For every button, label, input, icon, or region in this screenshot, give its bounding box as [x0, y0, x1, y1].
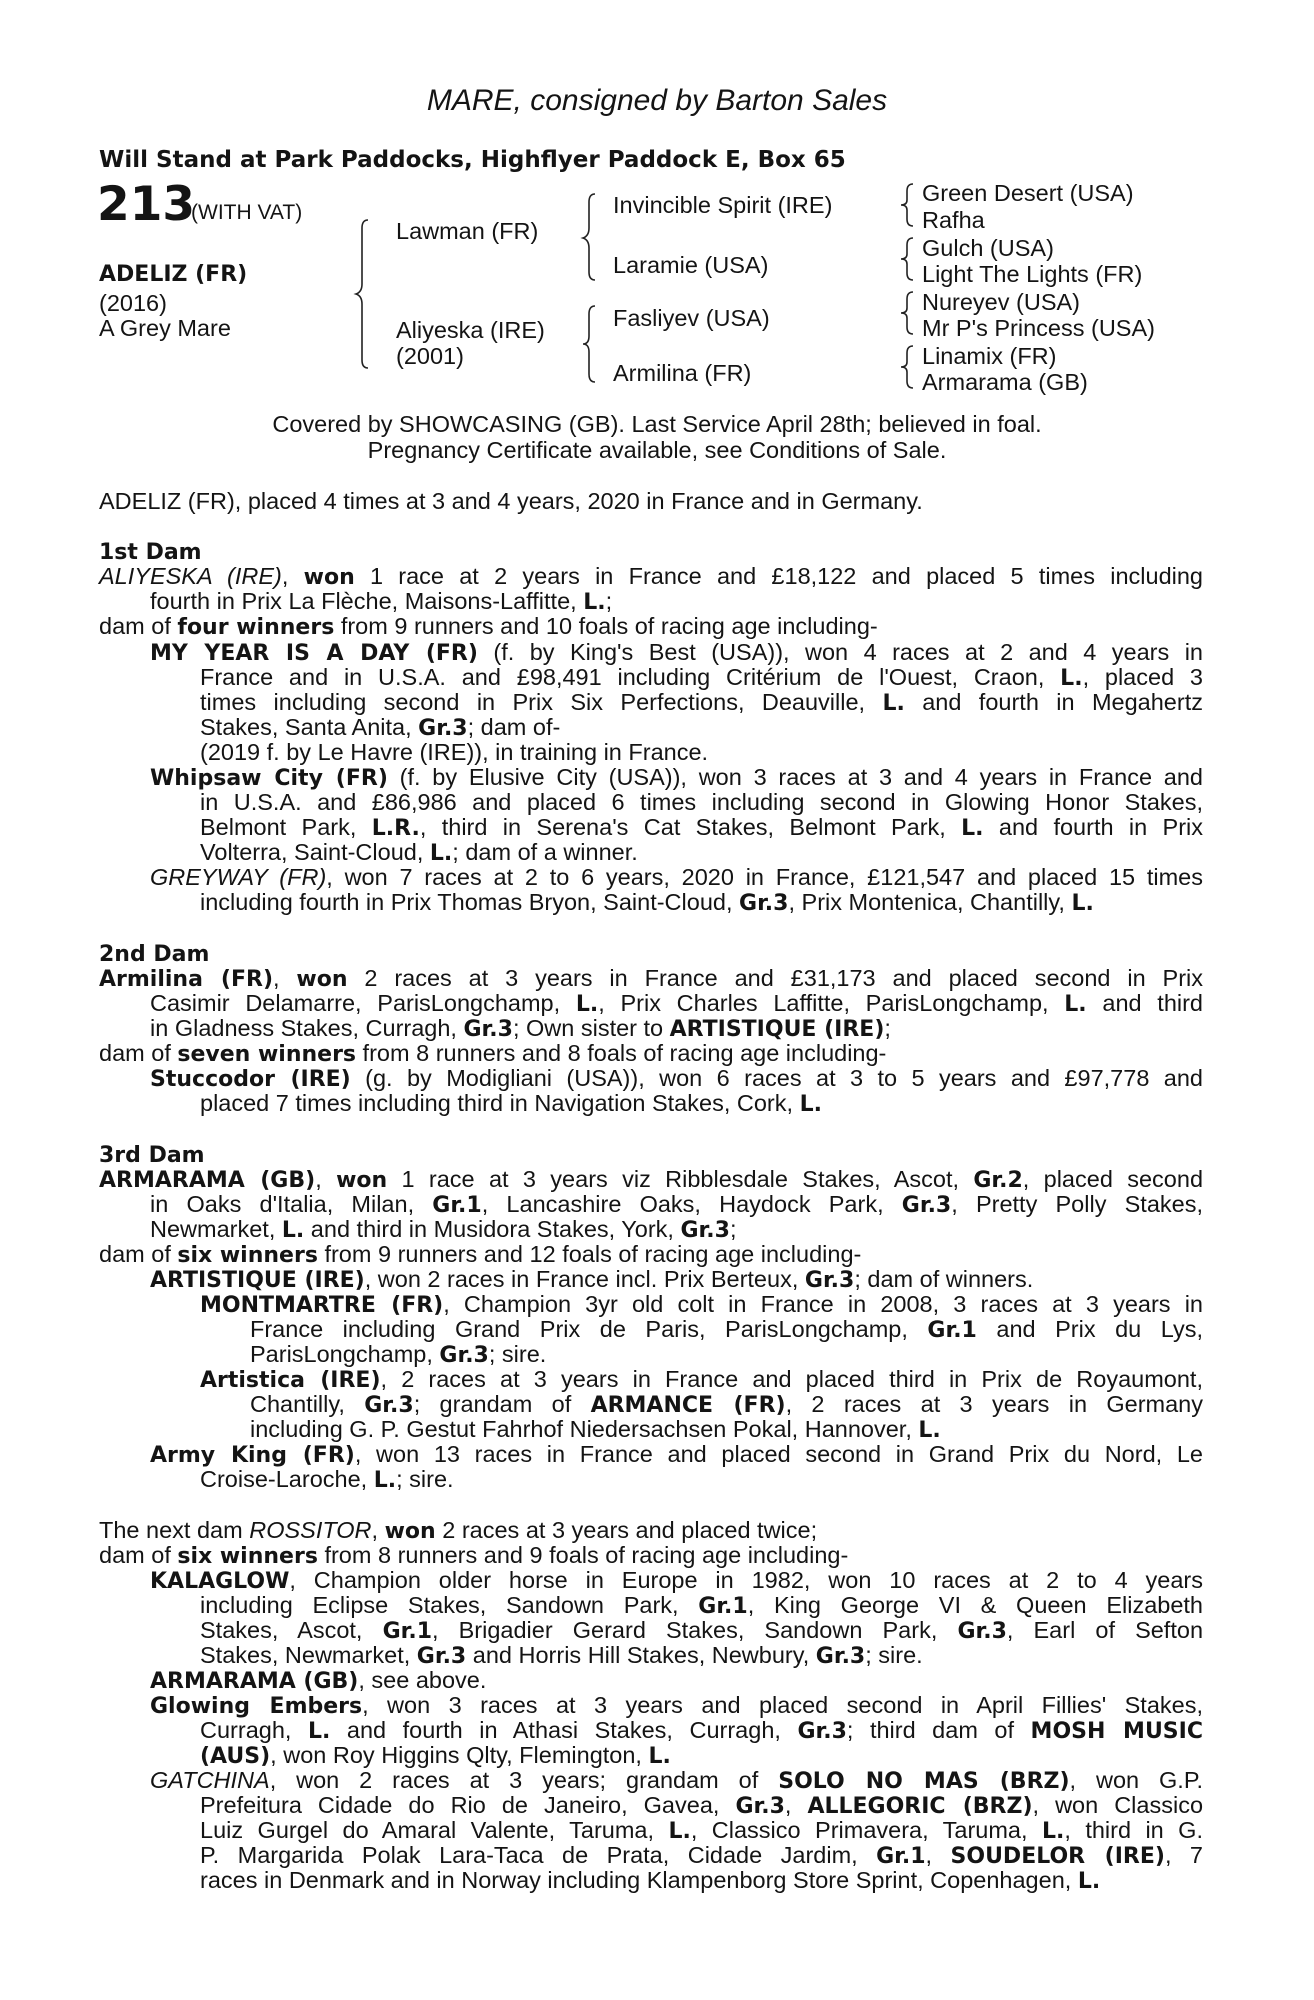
pedigree-dam: Aliyeska (IRE) — [396, 317, 545, 343]
third-dam-line: Newmarket, L. and third in Musidora Stakes, York, Gr.3; — [150, 1216, 737, 1243]
next-dam-produce-line: dam of six winners from 8 runners and 9 foals of racing age including- — [99, 1542, 849, 1569]
produce-entry: Stakes, Ascot, Gr.1, Brigadier Gerard Stakes, Sandown Park, Gr.3, Earl of Sefton — [200, 1617, 1204, 1644]
next-dam-line: The next dam ROSSITOR, won 2 races at 3 years and placed twice; — [99, 1517, 818, 1544]
produce-entry: Belmont Park, L.R., third in Serena's Cat Stakes, Belmont Park, L. and fourth in Prix — [200, 814, 1203, 841]
produce-entry: placed 7 times including third in Navigation Stakes, Cork, L. — [200, 1090, 822, 1117]
produce-entry: Artistica (IRE), 2 races at 3 years in France and placed third in Prix de Royaumont, — [200, 1366, 1203, 1393]
produce-entry: GREYWAY (FR), won 7 races at 2 to 6 years, 2020 in France, £121,547 and placed 15 times — [150, 864, 1203, 890]
first-dam-line: fourth in Prix La Flèche, Maisons-Laffitte, L.; — [150, 588, 613, 615]
second-dam-line: Casimir Delamarre, ParisLongchamp, L., Prix Charles Laffitte, ParisLongchamp, L. and third — [150, 990, 1204, 1017]
pedigree-dam-dam: Armilina (FR) — [613, 360, 752, 386]
pedigree-ddd: Armarama (GB) — [922, 369, 1088, 395]
pedigree-sire: Lawman (FR) — [396, 218, 539, 244]
pedigree-sss: Green Desert (USA) — [922, 180, 1134, 206]
pedigree-sds: Gulch (USA) — [922, 235, 1054, 261]
pedigree-bracket-sire — [585, 192, 605, 282]
produce-entry: GATCHINA, won 2 races at 3 years; grandam of SOLO NO MAS (BRZ), won G.P. — [150, 1767, 1204, 1794]
pedigree-dam-sire: Fasliyev (USA) — [613, 305, 770, 331]
produce-entry: Curragh, L. and fourth in Athasi Stakes, Curragh, Gr.3; third dam of MOSH MUSIC — [200, 1717, 1203, 1744]
pedigree-dds: Linamix (FR) — [922, 343, 1057, 369]
lot-number: 213 — [97, 177, 196, 232]
produce-entry: Chantilly, Gr.3; grandam of ARMANCE (FR), 2 races at 3 years in Germany — [250, 1391, 1204, 1418]
produce-entry: ARMARAMA (GB), see above. — [150, 1667, 487, 1694]
page-header: MARE, consigned by Barton Sales — [426, 84, 888, 117]
intro-line: ADELIZ (FR), placed 4 times at 3 and 4 years, 2020 in France and in Germany. — [99, 488, 923, 514]
second-dam-line: in Gladness Stakes, Curragh, Gr.3; Own sister to ARTISTIQUE (IRE); — [150, 1015, 891, 1042]
produce-entry: Volterra, Saint-Cloud, L.; dam of a winner. — [200, 839, 638, 866]
pregnancy-note: Pregnancy Certificate available, see Conditions of Sale. — [367, 437, 947, 463]
second-dam-produce-line: dam of seven winners from 8 runners and 8 foals of racing age including- — [99, 1040, 887, 1067]
third-dam-line: in Oaks d'Italia, Milan, Gr.1, Lancashire Oaks, Haydock Park, Gr.3, Pretty Polly Stakes, — [150, 1191, 1203, 1218]
third-dam-produce-line: dam of six winners from 9 runners and 12 foals of racing age including- — [99, 1241, 862, 1268]
produce-entry: including fourth in Prix Thomas Bryon, Saint-Cloud, Gr.3, Prix Montenica, Chantilly, L. — [200, 889, 1094, 916]
horse-name: ADELIZ (FR) — [99, 262, 248, 287]
produce-entry: P. Margarida Polak Lara-Taca de Prata, Cidade Jardim, Gr.1, SOUDELOR (IRE), 7 — [200, 1842, 1203, 1869]
pedigree-dss: Nureyev (USA) — [922, 289, 1081, 315]
pedigree-dam-year: (2001) — [396, 343, 464, 369]
first-dam-line: ALIYESKA (IRE), won 1 race at 2 years in France and £18,122 and placed 5 times including — [99, 563, 1204, 590]
produce-entry: Stakes, Newmarket, Gr.3 and Horris Hill Stakes, Newbury, Gr.3; sire. — [200, 1642, 923, 1669]
first-dam-heading: 1st Dam — [99, 540, 202, 565]
pedigree-sire-dam: Laramie (USA) — [613, 252, 769, 278]
produce-entry: Stakes, Santa Anita, Gr.3; dam of- — [200, 714, 561, 741]
produce-entry: France and in U.S.A. and £98,491 including Critérium de l'Ouest, Craon, L., placed 3 — [200, 664, 1204, 691]
produce-entry: including G. P. Gestut Fahrhof Niedersachsen Pokal, Hannover, L. — [250, 1416, 941, 1443]
third-dam-line: ARMARAMA (GB), won 1 race at 3 years viz Ribblesdale Stakes, Ascot, Gr.2, placed second — [99, 1166, 1204, 1193]
pedigree-bracket-dd — [899, 344, 919, 390]
produce-entry: in U.S.A. and £86,986 and placed 6 times including second in Glowing Honor Stakes, — [200, 789, 1203, 815]
pedigree-sdd: Light The Lights (FR) — [922, 261, 1143, 287]
covered-note: Covered by SHOWCASING (GB). Last Service April 28th; believed in foal. — [272, 411, 1042, 437]
pedigree-ssd: Rafha — [922, 207, 985, 233]
produce-entry: Stuccodor (IRE) (g. by Modigliani (USA)), won 6 races at 3 to 5 years and £97,778 and — [150, 1065, 1203, 1092]
produce-entry: KALAGLOW, Champion older horse in Europe in 1982, won 10 races at 2 to 4 years — [150, 1567, 1203, 1594]
pedigree-bracket-dam — [585, 304, 605, 382]
pedigree-bracket-sd — [899, 236, 919, 282]
stand-location: Will Stand at Park Paddocks, Highflyer Paddock E, Box 65 — [99, 147, 846, 173]
produce-entry: France including Grand Prix de Paris, ParisLongchamp, Gr.1 and Prix du Lys, — [250, 1316, 1203, 1343]
produce-entry: ARTISTIQUE (IRE), won 2 races in France incl. Prix Berteux, Gr.3; dam of winners. — [150, 1266, 1034, 1293]
produce-entry: Croise-Laroche, L.; sire. — [200, 1466, 454, 1493]
produce-entry: races in Denmark and in Norway including Klampenborg Store Sprint, Copenhagen, L. — [200, 1867, 1101, 1894]
horse-year: (2016) — [99, 290, 167, 316]
produce-entry: (2019 f. by Le Havre (IRE)), in training in France. — [200, 739, 709, 765]
produce-entry: MONTMARTRE (FR), Champion 3yr old colt in France in 2008, 3 races at 3 years in — [200, 1291, 1203, 1318]
pedigree-bracket-main — [358, 218, 378, 368]
produce-entry: including Eclipse Stakes, Sandown Park, Gr.1, King George VI & Queen Elizabeth — [200, 1592, 1203, 1619]
third-dam-heading: 3rd Dam — [99, 1143, 205, 1168]
produce-entry: Whipsaw City (FR) (f. by Elusive City (USA)), won 3 races at 3 and 4 years in France and — [150, 764, 1203, 791]
horse-description: A Grey Mare — [99, 315, 231, 341]
first-dam-produce-line: dam of four winners from 9 runners and 10 foals of racing age including- — [99, 613, 878, 640]
vat-note: (WITH VAT) — [191, 201, 303, 224]
second-dam-heading: 2nd Dam — [99, 942, 210, 967]
produce-entry: Glowing Embers, won 3 races at 3 years and placed second in April Fillies' Stakes, — [150, 1692, 1204, 1719]
produce-entry: ParisLongchamp, Gr.3; sire. — [250, 1341, 547, 1368]
pedigree-sire-sire: Invincible Spirit (IRE) — [613, 192, 833, 218]
produce-entry: times including second in Prix Six Perfections, Deauville, L. and fourth in Megahertz — [200, 689, 1203, 716]
produce-entry: Luiz Gurgel do Amaral Valente, Taruma, L., Classico Primavera, Taruma, L., third in G. — [200, 1817, 1203, 1844]
pedigree-bracket-ds — [899, 290, 919, 336]
second-dam-line: Armilina (FR), won 2 races at 3 years in France and £31,173 and placed second in Prix — [99, 965, 1203, 992]
produce-entry: MY YEAR IS A DAY (FR) (f. by King's Best (USA)), won 4 races at 2 and 4 years in — [150, 639, 1204, 666]
produce-entry: Prefeitura Cidade do Rio de Janeiro, Gavea, Gr.3, ALLEGORIC (BRZ), won Classico — [200, 1792, 1204, 1819]
pedigree-dsd: Mr P's Princess (USA) — [922, 315, 1155, 341]
produce-entry: Army King (FR), won 13 races in France and placed second in Grand Prix du Nord, Le — [150, 1441, 1203, 1468]
produce-entry: (AUS), won Roy Higgins Qlty, Flemington, L. — [200, 1742, 671, 1769]
pedigree-bracket-ss — [899, 182, 919, 228]
